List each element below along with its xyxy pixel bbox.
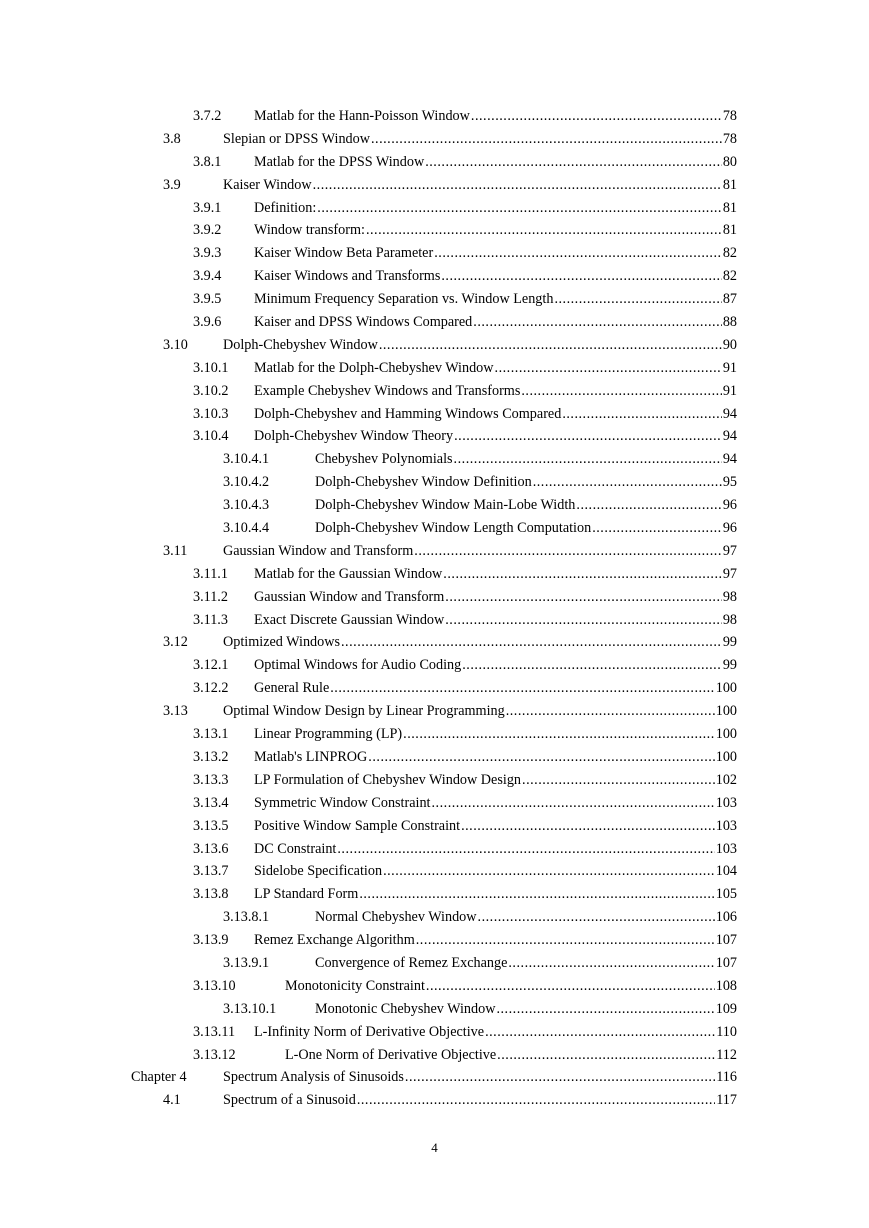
toc-entry-number: 3.11	[163, 542, 188, 559]
toc-entry-page: 97	[722, 565, 737, 582]
dot-leader	[432, 792, 715, 815]
toc-entry-page: 91	[722, 382, 737, 399]
dot-leader	[554, 288, 721, 311]
toc-entry-number: 3.10.4	[193, 428, 229, 445]
toc-entry-title: LP Standard Form	[254, 886, 359, 903]
toc-entry-line	[254, 586, 737, 609]
dot-leader	[366, 219, 722, 242]
toc-entry-title: Matlab for the DPSS Window	[254, 153, 425, 170]
toc-entry-page: 95	[722, 474, 737, 491]
toc-entry[interactable]	[0, 998, 869, 1021]
toc-entry-number: 3.13.9	[193, 932, 229, 949]
toc-entry-line	[223, 1066, 737, 1089]
toc-entry-line	[254, 288, 737, 311]
toc-entry-page: 97	[722, 542, 737, 559]
toc-entry-number: 3.13	[163, 703, 188, 720]
toc-entry-title: Matlab for the Dolph-Chebyshev Window	[254, 359, 494, 376]
toc-entry-number: 3.9.6	[193, 314, 222, 331]
dot-leader	[454, 448, 722, 471]
toc-entry-page: 82	[722, 245, 737, 262]
toc-entry-line	[315, 906, 737, 929]
toc-entry[interactable]	[0, 838, 869, 861]
toc-entry-line	[315, 952, 737, 975]
toc-entry-title: Example Chebyshev Windows and Transforms	[254, 382, 521, 399]
toc-entry-line	[223, 128, 737, 151]
dot-leader	[462, 654, 722, 677]
toc-entry-title: Monotonic Chebyshev Window	[315, 1000, 496, 1017]
toc-entry-title: Kaiser Window Beta Parameter	[254, 245, 434, 262]
toc-entry-number: 3.12	[163, 634, 188, 651]
toc-entry-number: 3.8	[163, 130, 181, 147]
toc-entry-number: 3.13.4	[193, 794, 229, 811]
toc-entry-number: 3.13.8	[193, 886, 229, 903]
toc-entry-number: 3.13.12	[193, 1046, 236, 1063]
table-of-contents	[0, 105, 869, 1112]
toc-entry[interactable]	[0, 631, 869, 654]
toc-entry[interactable]	[0, 403, 869, 426]
toc-entry-number: 3.11.3	[193, 611, 228, 628]
toc-entry-page: 96	[722, 497, 737, 514]
toc-entry-line	[223, 174, 737, 197]
toc-entry[interactable]	[0, 1044, 869, 1067]
toc-entry-page: 103	[715, 817, 737, 834]
toc-entry-number: 3.11.2	[193, 588, 228, 605]
toc-entry-number: 3.13.9.1	[223, 954, 270, 971]
toc-entry-number: 3.11.1	[193, 565, 228, 582]
toc-entry[interactable]	[0, 1021, 869, 1044]
toc-entry-line	[254, 242, 737, 265]
toc-entry-title: L-One Norm of Derivative Objective	[285, 1046, 497, 1063]
toc-entry[interactable]	[0, 1066, 869, 1089]
toc-entry-number: 3.13.1	[193, 726, 229, 743]
dot-leader	[471, 105, 722, 128]
toc-entry[interactable]	[0, 151, 869, 174]
toc-entry-title: Optimized Windows	[223, 634, 340, 651]
toc-entry-title: Dolph-Chebyshev and Hamming Windows Compared	[254, 405, 562, 422]
toc-entry-title: Gaussian Window and Transform	[254, 588, 445, 605]
dot-leader	[317, 197, 722, 220]
toc-entry[interactable]	[0, 128, 869, 151]
toc-entry-number: 3.10.4.4	[223, 520, 270, 537]
toc-entry-title: Matlab for the Hann-Poisson Window	[254, 108, 470, 124]
dot-leader	[359, 883, 714, 906]
toc-entry-line	[254, 746, 737, 769]
toc-entry-line	[254, 403, 737, 426]
toc-entry-title: Convergence of Remez Exchange	[315, 954, 508, 971]
toc-entry-line	[254, 219, 737, 242]
toc-entry-title: Dolph-Chebyshev Window Length Computation	[315, 520, 592, 537]
toc-entry-page: 81	[722, 222, 737, 239]
toc-entry-number: 3.13.5	[193, 817, 229, 834]
toc-entry[interactable]	[0, 975, 869, 998]
toc-entry-page: 94	[722, 405, 737, 422]
toc-entry-line	[254, 860, 737, 883]
toc-entry-number: 3.8.1	[193, 153, 222, 170]
toc-entry-number: 3.13.2	[193, 748, 229, 765]
toc-entry-number: 3.9.5	[193, 291, 222, 308]
toc-entry-line	[223, 334, 737, 357]
toc-entry-page: 107	[715, 932, 737, 949]
toc-entry-title: Kaiser Windows and Transforms	[254, 268, 441, 285]
toc-entry[interactable]	[0, 517, 869, 540]
toc-entry-line	[254, 1021, 737, 1044]
dot-leader	[441, 265, 721, 288]
toc-entry-line	[315, 998, 737, 1021]
toc-entry-line	[254, 654, 737, 677]
toc-entry[interactable]	[0, 929, 869, 952]
toc-entry-line	[254, 609, 737, 632]
toc-entry-number: 3.9.4	[193, 268, 222, 285]
dot-leader	[461, 815, 715, 838]
toc-entry-number: 3.13.10	[193, 977, 236, 994]
dot-leader	[508, 952, 714, 975]
toc-entry-title: Kaiser Window	[223, 176, 312, 193]
toc-entry-title: Minimum Frequency Separation vs. Window Length	[254, 291, 554, 308]
toc-entry-line	[254, 265, 737, 288]
toc-entry-title: Dolph-Chebyshev Window	[223, 336, 378, 353]
toc-entry-title: DC Constraint	[254, 840, 337, 857]
toc-entry-number: 3.9	[163, 176, 181, 193]
dot-leader	[497, 1044, 715, 1067]
toc-entry-number: 3.10.4.3	[223, 497, 270, 514]
dot-leader	[506, 700, 715, 723]
toc-entry[interactable]	[0, 723, 869, 746]
toc-entry-page: 106	[715, 909, 737, 926]
toc-entry[interactable]	[0, 815, 869, 838]
toc-entry-line	[254, 197, 737, 220]
toc-entry-line	[254, 929, 737, 952]
toc-entry[interactable]	[0, 311, 869, 334]
toc-entry-page: 88	[722, 314, 737, 331]
toc-entry-title: Spectrum of a Sinusoid	[223, 1092, 356, 1109]
toc-entry-line	[254, 792, 737, 815]
toc-entry-title: Gaussian Window and Transform	[223, 542, 414, 559]
dot-leader	[403, 723, 715, 746]
toc-entry-line	[315, 448, 737, 471]
toc-entry-title: Definition:	[254, 199, 317, 216]
toc-entry-page: 110	[716, 1023, 737, 1040]
toc-entry-number: Chapter 4	[131, 1069, 187, 1086]
toc-entry[interactable]	[0, 448, 869, 471]
toc-entry-number: 3.9.2	[193, 222, 222, 239]
toc-entry-number: 3.10	[163, 336, 188, 353]
toc-entry-number: 3.10.3	[193, 405, 229, 422]
toc-entry-line	[254, 380, 737, 403]
toc-entry[interactable]	[0, 242, 869, 265]
toc-entry-page: 99	[722, 657, 737, 674]
dot-leader	[592, 517, 722, 540]
toc-entry-title: LP Formulation of Chebyshev Window Design	[254, 771, 522, 788]
dot-leader	[562, 403, 722, 426]
dot-leader	[425, 151, 722, 174]
toc-entry-number: 3.7.2	[193, 108, 222, 124]
toc-entry-page: 96	[722, 520, 737, 537]
toc-entry[interactable]	[0, 197, 869, 220]
dot-leader	[414, 540, 722, 563]
toc-entry[interactable]	[0, 334, 869, 357]
dot-leader	[434, 242, 722, 265]
toc-entry-page: 94	[722, 428, 737, 445]
toc-entry-number: 3.13.3	[193, 771, 229, 788]
toc-entry-title: Exact Discrete Gaussian Window	[254, 611, 445, 628]
dot-leader	[485, 1021, 715, 1044]
toc-entry-line	[315, 494, 737, 517]
dot-leader	[368, 746, 714, 769]
dot-leader	[357, 1089, 715, 1112]
toc-entry-title: Dolph-Chebyshev Window Definition	[315, 474, 532, 491]
toc-entry[interactable]	[0, 883, 869, 906]
toc-entry-number: 4.1	[163, 1092, 181, 1109]
toc-entry-line	[254, 563, 737, 586]
toc-entry-title: Symmetric Window Constraint	[254, 794, 431, 811]
dot-leader	[443, 563, 722, 586]
toc-entry-page: 100	[715, 726, 737, 743]
toc-entry-page: 94	[722, 451, 737, 468]
toc-entry[interactable]	[0, 906, 869, 929]
dot-leader	[454, 425, 722, 448]
dot-leader	[533, 471, 722, 494]
toc-entry[interactable]	[0, 700, 869, 723]
dot-leader	[426, 975, 715, 998]
toc-entry[interactable]	[0, 357, 869, 380]
dot-leader	[478, 906, 715, 929]
toc-entry-line	[254, 357, 737, 380]
toc-entry[interactable]	[0, 219, 869, 242]
toc-entry[interactable]	[0, 494, 869, 517]
toc-entry[interactable]	[0, 586, 869, 609]
toc-entry-line	[254, 815, 737, 838]
toc-entry-number: 3.10.4.1	[223, 451, 270, 468]
toc-entry[interactable]	[0, 288, 869, 311]
toc-entry-line	[254, 105, 737, 128]
dot-leader	[371, 128, 722, 151]
toc-entry-title: Slepian or DPSS Window	[223, 130, 370, 147]
toc-entry[interactable]	[0, 174, 869, 197]
toc-entry[interactable]	[0, 677, 869, 700]
toc-entry[interactable]	[0, 1089, 869, 1112]
toc-entry-page: 102	[715, 771, 737, 788]
dot-leader	[337, 838, 714, 861]
dot-leader	[445, 609, 722, 632]
toc-entry-title: Dolph-Chebyshev Window Theory	[254, 428, 454, 445]
toc-entry-title: Linear Programming (LP)	[254, 726, 403, 743]
toc-entry-line	[285, 1044, 737, 1067]
toc-entry-number: 3.10.4.2	[223, 474, 270, 491]
toc-entry-page: 100	[715, 680, 737, 697]
toc-entry-line	[254, 311, 737, 334]
toc-entry-title: Chebyshev Polynomials	[315, 451, 453, 468]
toc-entry-line	[254, 723, 737, 746]
dot-leader	[522, 769, 715, 792]
toc-entry-page: 105	[715, 886, 737, 903]
toc-entry-page: 90	[722, 336, 737, 353]
dot-leader	[341, 631, 722, 654]
toc-entry-page: 80	[722, 153, 737, 170]
toc-entry[interactable]	[0, 769, 869, 792]
toc-entry-line	[254, 677, 737, 700]
toc-entry-line	[223, 1089, 737, 1112]
toc-entry[interactable]	[0, 425, 869, 448]
toc-entry-title: Monotonicity Constraint	[285, 977, 425, 994]
toc-entry-page: 108	[715, 977, 737, 994]
toc-entry-page: 81	[722, 199, 737, 216]
toc-entry-title: Window transform:	[254, 222, 365, 239]
toc-entry-page: 100	[715, 703, 737, 720]
toc-entry-page: 112	[716, 1046, 737, 1063]
toc-entry[interactable]	[0, 792, 869, 815]
toc-entry[interactable]	[0, 563, 869, 586]
toc-entry-page: 100	[715, 748, 737, 765]
toc-entry-page: 103	[715, 840, 737, 857]
toc-entry[interactable]	[0, 952, 869, 975]
toc-entry-page: 117	[716, 1092, 737, 1109]
toc-entry-page: 82	[722, 268, 737, 285]
dot-leader	[576, 494, 721, 517]
toc-entry-title: Kaiser and DPSS Windows Compared	[254, 314, 473, 331]
toc-entry[interactable]	[0, 654, 869, 677]
toc-entry-title: Matlab's LINPROG	[254, 748, 368, 765]
toc-entry[interactable]	[0, 265, 869, 288]
toc-entry-page: 107	[715, 954, 737, 971]
toc-entry-number: 3.12.2	[193, 680, 229, 697]
toc-entry-title: Optimal Windows for Audio Coding	[254, 657, 462, 674]
toc-entry-number: 3.12.1	[193, 657, 229, 674]
dot-leader	[330, 677, 714, 700]
toc-entry-line	[315, 471, 737, 494]
dot-leader	[383, 860, 715, 883]
toc-entry-title: Remez Exchange Algorithm	[254, 932, 415, 949]
toc-entry-title: Spectrum Analysis of Sinusoids	[223, 1069, 404, 1086]
toc-entry-line	[254, 883, 737, 906]
toc-entry-page: 109	[715, 1000, 737, 1017]
toc-entry-line	[254, 425, 737, 448]
toc-entry-line	[223, 700, 737, 723]
toc-entry-number: 3.9.3	[193, 245, 222, 262]
dot-leader	[473, 311, 722, 334]
toc-entry-number: 3.13.7	[193, 863, 229, 880]
toc-entry[interactable]	[0, 105, 869, 128]
dot-leader	[496, 998, 714, 1021]
toc-entry-line	[254, 838, 737, 861]
dot-leader	[379, 334, 722, 357]
toc-entry-page: 103	[715, 794, 737, 811]
page-number: 4	[431, 1140, 438, 1155]
toc-entry-number: 3.13.11	[193, 1023, 236, 1040]
toc-entry-title: Normal Chebyshev Window	[315, 909, 477, 926]
toc-entry-title: Positive Window Sample Constraint	[254, 817, 461, 834]
toc-entry-title: Matlab for the Gaussian Window	[254, 565, 443, 582]
toc-entry-line	[254, 769, 737, 792]
toc-entry-page: 104	[715, 863, 737, 880]
toc-entry-number: 3.13.8.1	[223, 909, 270, 926]
toc-entry[interactable]	[0, 746, 869, 769]
toc-entry-number: 3.10.2	[193, 382, 229, 399]
dot-leader	[313, 174, 722, 197]
toc-entry-page: 98	[722, 611, 737, 628]
toc-entry-line	[315, 517, 737, 540]
toc-entry[interactable]	[0, 540, 869, 563]
toc-entry-line	[285, 975, 737, 998]
toc-entry[interactable]	[0, 471, 869, 494]
toc-entry[interactable]	[0, 609, 869, 632]
toc-entry-page: 116	[716, 1069, 737, 1086]
toc-entry-page: 91	[722, 359, 737, 376]
toc-entry-number: 3.10.1	[193, 359, 229, 376]
toc-entry-page: 99	[722, 634, 737, 651]
toc-entry-line	[254, 151, 737, 174]
toc-entry[interactable]	[0, 860, 869, 883]
toc-entry-number: 3.9.1	[193, 199, 222, 216]
dot-leader	[405, 1066, 715, 1089]
toc-entry-page: 78	[722, 130, 737, 147]
toc-entry-number: 3.13.10.1	[223, 1000, 277, 1017]
toc-entry-line	[223, 631, 737, 654]
dot-leader	[495, 357, 722, 380]
toc-entry-number: 3.13.6	[193, 840, 229, 857]
toc-entry-title: Optimal Window Design by Linear Programming	[223, 703, 505, 720]
dot-leader	[521, 380, 721, 403]
toc-entry-page: 81	[722, 176, 737, 193]
dot-leader	[445, 586, 722, 609]
toc-entry-page: 78	[722, 108, 737, 124]
toc-entry-page: 98	[722, 588, 737, 605]
toc-entry[interactable]	[0, 380, 869, 403]
toc-entry-title: General Rule	[254, 680, 330, 697]
toc-entry-page: 87	[722, 291, 737, 308]
dot-leader	[416, 929, 715, 952]
toc-entry-title: L-Infinity Norm of Derivative Objective	[254, 1023, 485, 1040]
toc-entry-title: Sidelobe Specification	[254, 863, 383, 880]
toc-entry-line	[223, 540, 737, 563]
toc-entry-title: Dolph-Chebyshev Window Main-Lobe Width	[315, 497, 576, 514]
